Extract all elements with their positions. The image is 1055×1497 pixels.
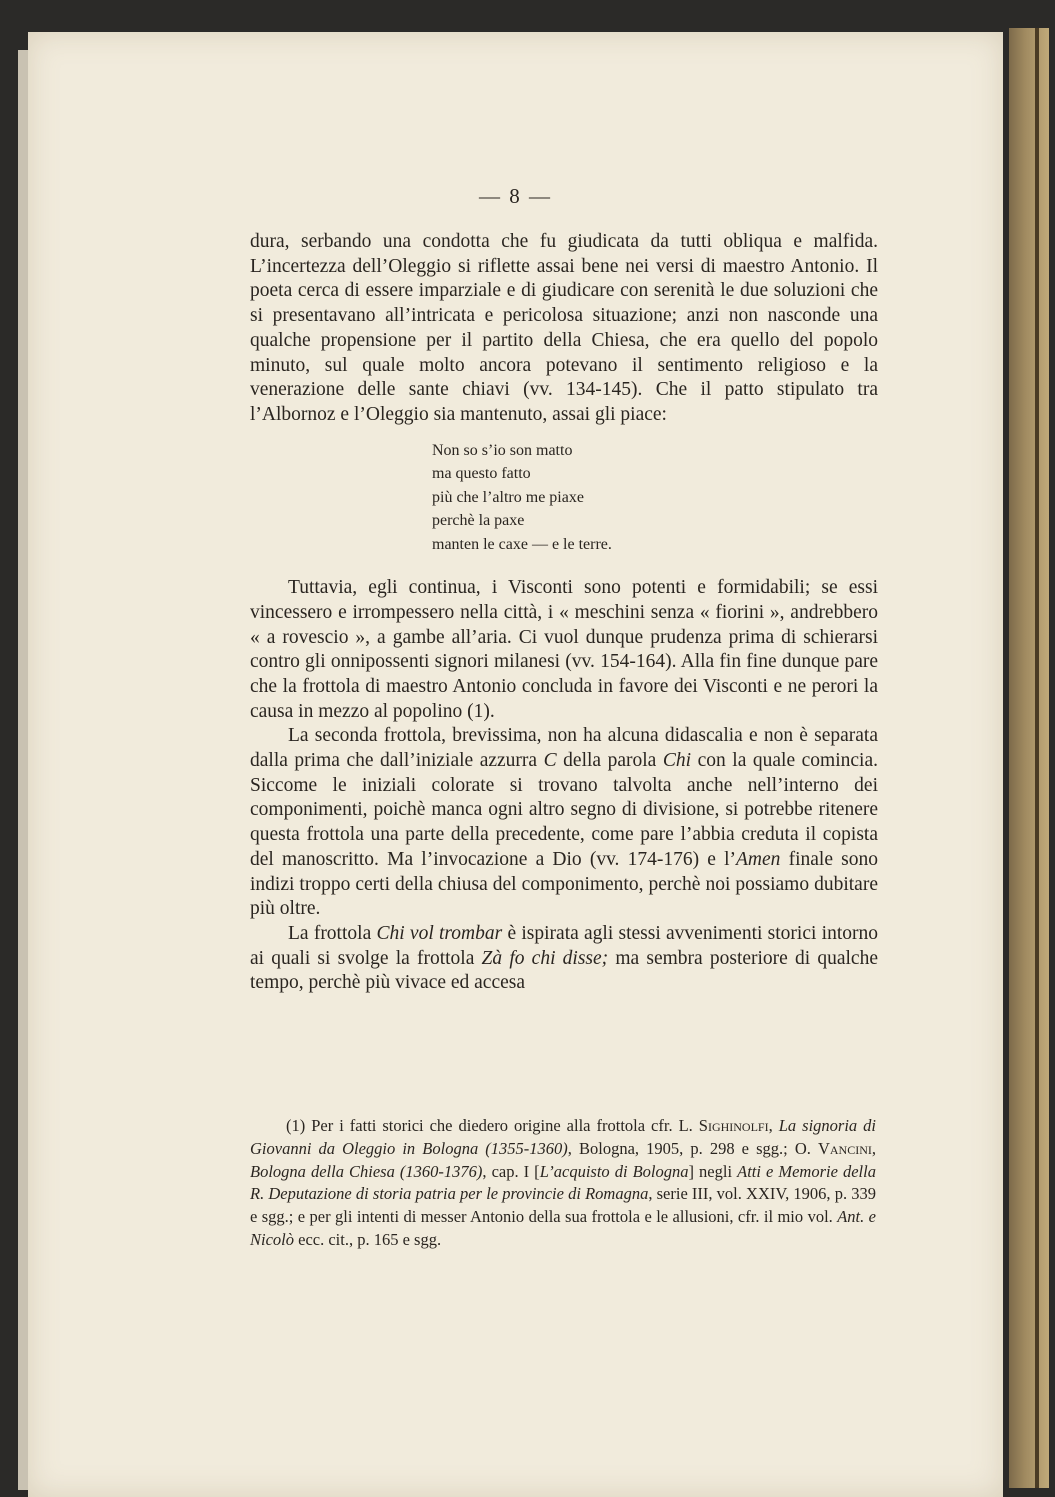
verse-line: ma questo fatto (432, 465, 531, 483)
verse-quotation (432, 439, 878, 557)
paragraph-4: La frottola Chi vol trombar è ispirata agli stessi avvenimenti storici intorno ai quali si svolge la frottola Zà fo chi disse; ma sembra posteriore di qualche tempo, perchè più vivace ed accesa (250, 922, 878, 994)
verse-line: più che l’altro me piaxe (432, 488, 584, 506)
paragraph-2: Tuttavia, egli continua, i Visconti sono potenti e formidabili; se essi vincessero e irrompessero nella città, i « meschini senza « fiorini », andrebbero « a rovescio », a gambe all’aria. Ci vuol dunque prudenza prima di schierarsi contro gli onnipossenti signori milanesi (vv. 154-164). Alla fin fine dunque pare che la frottola di maestro Antonio concluda in favore dei Visconti e ne perori la causa in mezzo al popolino (1). (250, 577, 878, 722)
paragraph-1: dura, serbando una condotta che fu giudicata da tutti obliqua e malfida. L’incertezza dell’Oleggio si riflette assai bene nei versi di maestro Antonio. Il poeta cerca di essere imparziale e di giudicare con serenità le due soluzioni che si presentavano all’intricata e pericolosa situazione; anzi non nasconde una qualche propensione per il partito della Chiesa, che era quello del popolo minuto, sul quale molto ancora potevano il sentimento religioso e la venerazione delle sante chiavi (vv. 134-145). Che il patto stipulato tra l’Albornoz e l’Oleggio sia mantenuto, assai gli piace: (250, 231, 878, 425)
footnote-1: (1) Per i fatti storici che diedero origine alla frottola cfr. L. Sighinolfi, La signoria di Giovanni da Oleggio in Bologna (1355-1360), Bologna, 1905, p. 298 e sgg.; O. Vancini, Bologna della Chiesa (1360-1376), cap. I [L’acquisto di Bologna] negli Atti e Memorie della R. Deputazione di storia patria per le provincie di Romagna, serie III, vol. XXIV, 1906, p. 339 e sgg.; e per gli intenti di messer Antonio della sua frottola e le allusioni, cfr. il mio vol. Ant. e Nicolò ecc. cit., p. 165 e sgg. (250, 1116, 876, 1249)
verse-line: Non so s’io son matto (432, 441, 573, 459)
book-page (28, 32, 1003, 1497)
verse-line: perchè la paxe (432, 512, 525, 530)
verse-line: manten le caxe — e le terre. (432, 535, 612, 553)
main-text (250, 230, 878, 996)
book-spine-edge (1009, 28, 1049, 1488)
paragraph-3: La seconda frottola, brevissima, non ha alcuna didascalia e non è separata dalla prima che dall’iniziale azzurra C della parola Chi con la quale comincia. Siccome le iniziali colorate si trovano talvolta anche nell’interno dei componimenti, poichè manca ogni altro segno di divisione, si potrebbe ritenere questa frottola una parte della precedente, come pare l’abbia creduta il copista del manoscritto. Ma l’invocazione a Dio (vv. 174-176) e l’Amen finale sono indizi troppo certi della chiusa del componimento, perchè noi possiamo dubitare più oltre. (250, 725, 878, 920)
footnote (250, 1115, 876, 1252)
page-number: — 8 — (479, 184, 552, 208)
